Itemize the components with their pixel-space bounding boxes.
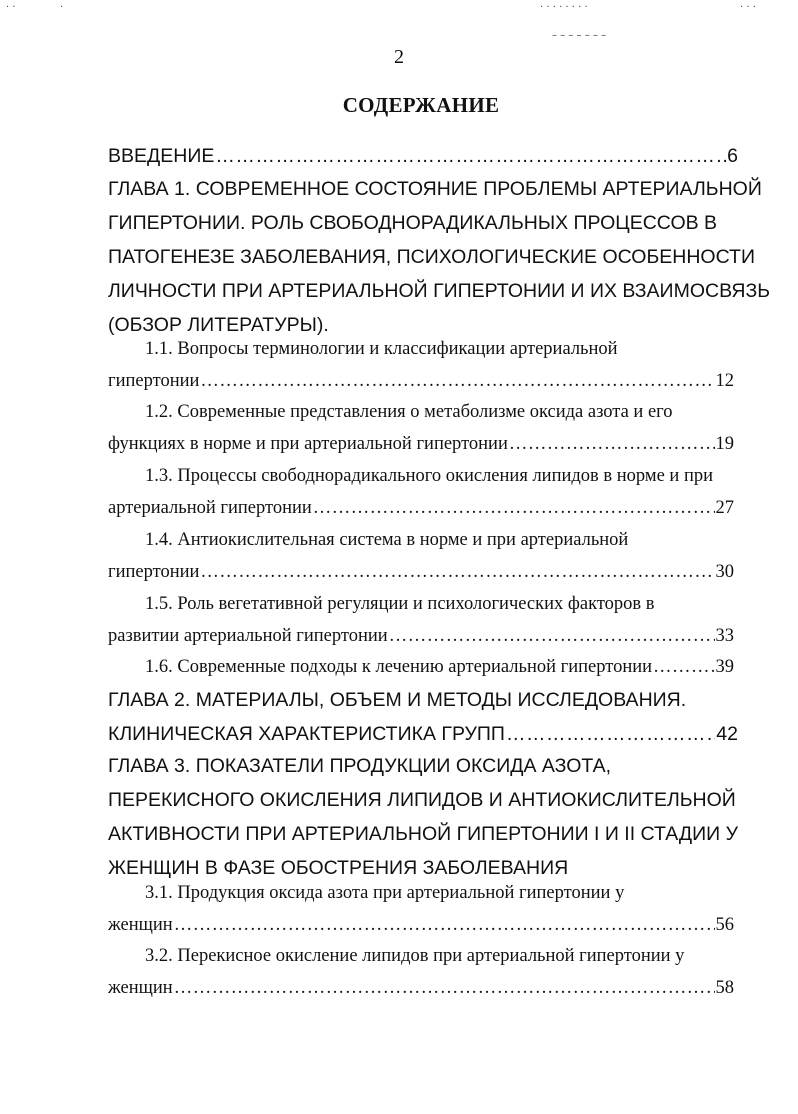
toc-page-number: 39: [715, 657, 734, 677]
scan-speck: · · · · · · · ·: [540, 2, 588, 13]
toc-page-number: 58: [715, 978, 734, 998]
toc-entry-intro: [108, 139, 738, 173]
toc-section-3-2: [108, 940, 734, 1004]
toc-line: 1.3. Процессы свободнорадикального окисления липидов в норме и при: [145, 466, 714, 486]
page-title: СОДЕРЖАНИЕ: [342, 93, 500, 117]
dot-leader: [200, 365, 714, 397]
toc-page-number: 30: [715, 562, 734, 582]
toc-page-number: 56: [715, 915, 734, 935]
dot-leader: [313, 492, 715, 524]
scan-speck: – – – – – – –: [552, 30, 607, 41]
toc-line: ЖЕНЩИН В ФАЗЕ ОБОСТРЕНИЯ ЗАБОЛЕВАНИЯ: [108, 857, 569, 879]
dot-leader: [509, 428, 715, 460]
toc-section-3-1: [108, 877, 734, 941]
scan-speck: · ·: [6, 2, 16, 13]
toc-chapter-3: [108, 749, 738, 885]
toc-line: АКТИВНОСТИ ПРИ АРТЕРИАЛЬНОЙ ГИПЕРТОНИИ I И II СТАДИИ У: [108, 823, 738, 845]
toc-section-1-6: [108, 651, 734, 683]
toc-page-number: 12: [715, 371, 734, 391]
scan-speck: ·: [60, 2, 64, 13]
toc-line: ГЛАВА 3. ПОКАЗАТЕЛИ ПРОДУКЦИИ ОКСИДА АЗОТА,: [108, 755, 612, 777]
toc-line: ПЕРЕКИСНОГО ОКИСЛЕНИЯ ЛИПИДОВ И АНТИОКИСЛИТЕЛЬНОЙ: [108, 789, 736, 811]
toc-line: 3.2. Перекисное окисление липидов при артериальной гипертонии у: [145, 946, 685, 966]
toc-section-1-2: [108, 396, 734, 460]
toc-line: ЛИЧНОСТИ ПРИ АРТЕРИАЛЬНОЙ ГИПЕРТОНИИ И ИХ ВЗАИМОСВЯЗЬ: [108, 280, 771, 302]
toc-chapter-2: [108, 683, 738, 751]
toc-line: функциях в норме и при артериальной гипертонии: [108, 434, 508, 454]
dot-leader: [174, 909, 715, 941]
toc-line: 1.1. Вопросы терминологии и классификации артериальной: [145, 339, 618, 359]
toc-section-1-3: [108, 460, 734, 524]
scan-speck: · · ·: [740, 2, 756, 13]
toc-line: 1.2. Современные представления о метаболизме оксида азота и его: [145, 402, 673, 422]
dot-leader: [215, 139, 726, 173]
toc-line: ГЛАВА 2. МАТЕРИАЛЫ, ОБЪЕМ И МЕТОДЫ ИССЛЕДОВАНИЯ.: [108, 689, 687, 711]
toc-line: ГЛАВА 1. СОВРЕМЕННОЕ СОСТОЯНИЕ ПРОБЛЕМЫ АРТЕРИАЛЬНОЙ: [108, 178, 762, 200]
dot-leader: [389, 620, 715, 652]
toc-line: женщин: [108, 978, 173, 998]
toc-line: гипертонии: [108, 371, 200, 391]
toc-line: ГИПЕРТОНИИ. РОЛЬ СВОБОДНОРАДИКАЛЬНЫХ ПРОЦЕССОВ В: [108, 212, 718, 234]
dot-leader: [200, 556, 714, 588]
toc-line: 3.1. Продукция оксида азота при артериальной гипертонии у: [145, 883, 625, 903]
toc-section-1-4: [108, 524, 734, 588]
toc-line: гипертонии: [108, 562, 200, 582]
toc-section-1-1: [108, 333, 734, 397]
dot-leader: [506, 717, 715, 751]
page-number: 2: [394, 46, 404, 68]
dot-leader: [653, 651, 714, 683]
toc-line: артериальной гипертонии: [108, 498, 312, 518]
toc-line: КЛИНИЧЕСКАЯ ХАРАКТЕРИСТИКА ГРУПП: [108, 723, 505, 745]
toc-line: развитии артериальной гипертонии: [108, 626, 388, 646]
toc-page-number: 33: [715, 626, 734, 646]
toc-entry-text: ВВЕДЕНИЕ: [108, 145, 215, 167]
toc-page-number: 6: [727, 145, 738, 167]
dot-leader: [174, 972, 715, 1004]
toc-page-number: 42: [716, 723, 738, 745]
toc-line: (ОБЗОР ЛИТЕРАТУРЫ).: [108, 314, 329, 336]
toc-page-number: 27: [715, 498, 734, 518]
toc-section-1-5: [108, 588, 734, 652]
toc-line: 1.5. Роль вегетативной регуляции и психологических факторов в: [145, 594, 655, 614]
toc-chapter-1: [108, 172, 771, 342]
toc-line: ПАТОГЕНЕЗЕ ЗАБОЛЕВАНИЯ, ПСИХОЛОГИЧЕСКИЕ ОСОБЕННОСТИ: [108, 246, 755, 268]
toc-line: 1.4. Антиокислительная система в норме и при артериальной: [145, 530, 629, 550]
toc-line: женщин: [108, 915, 173, 935]
toc-line: 1.6. Современные подходы к лечению артериальной гипертонии: [145, 657, 653, 677]
toc-page-number: 19: [715, 434, 734, 454]
